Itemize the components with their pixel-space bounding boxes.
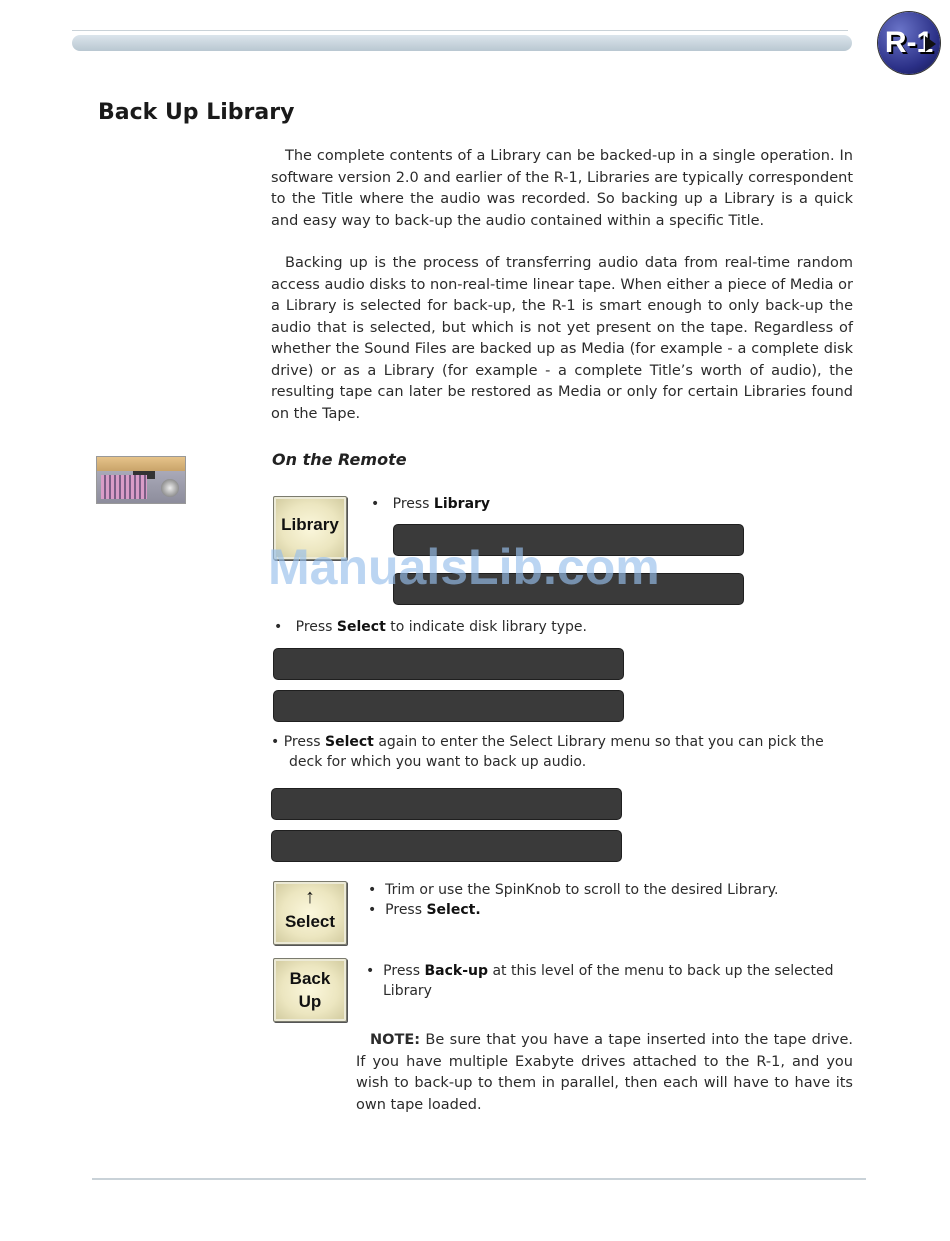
intro-paragraph: The complete contents of a Library can be backed-up in a single operation. In software version 2.0 and earlier of the R-1, Libraries are typically correspondent to the Title where the audio was recorded. So backing up a Library is a quick and easy way to back-up the audio contained within a specific Title. [271,148,853,229]
remote-control-thumbnail [96,456,186,504]
remote-subheading: On the Remote [272,450,407,469]
backup-key-label-line1: Back [289,969,331,988]
logo-arrow-icon [925,36,936,52]
note-paragraph [356,1030,853,1116]
footer-rule [92,1178,866,1180]
step-trim-spinknob: • Trim or use the SpinKnob to scroll to the desired Library. • Press Select. [368,882,779,918]
step-press-select-type: • Press Select to indicate disk library type. [274,619,587,635]
step-press-backup: • Press Back-up at this level of the menu to back up the selected Library [366,963,834,999]
up-arrow-icon: ↑ [305,886,315,908]
lcd-display-2a [273,648,624,680]
library-key-label: Library [281,515,339,534]
note-label: NOTE: [370,1032,421,1048]
note-text: Be sure that you have a tape inserted into the tape drive. If you have multiple Exabyte drives attached to the R-1, and you wish to back-up to them in parallel, then each will have to have its own tape loaded. [356,1032,853,1113]
backup-key-button[interactable] [273,958,347,1022]
step-press-select-menu: • Press Select again to enter the Select Library menu so that you can pick the deck for which you want to back up audio. [271,734,824,770]
backup-paragraph: Backing up is the process of transferring audio data from real-time random access audio disks to non-real-time linear tape. When either a piece of Media or a Library is selected for back-up, the R-1 is smart enough to only back-up the audio that is selected, but which is not yet present on the tape. Regardless of whether the Sound Files are backed up as Media (for example - a complete disk drive) or as a Library (for example - a complete Title’s worth of audio), the resulting tape can later be restored as Media or only for certain Libraries found on the Tape. [271,255,853,422]
watermark-text: ManualsLib.com [268,539,660,595]
lcd-display-2b [273,690,624,722]
lcd-display-3a [271,788,622,820]
header-rule [72,30,848,31]
select-key-label: Select [284,912,336,931]
backup-key-label-line2: Up [298,992,322,1011]
header-bar [72,35,852,51]
page-title: Back Up Library [98,100,295,125]
remote-keys [101,475,147,499]
step-press-library: • Press Library [371,496,491,512]
logo-text: R-1 [884,26,934,59]
r1-logo [878,12,940,74]
select-key-button[interactable] [273,881,347,945]
lcd-display-3b [271,830,622,862]
spinknob-icon [161,479,179,497]
